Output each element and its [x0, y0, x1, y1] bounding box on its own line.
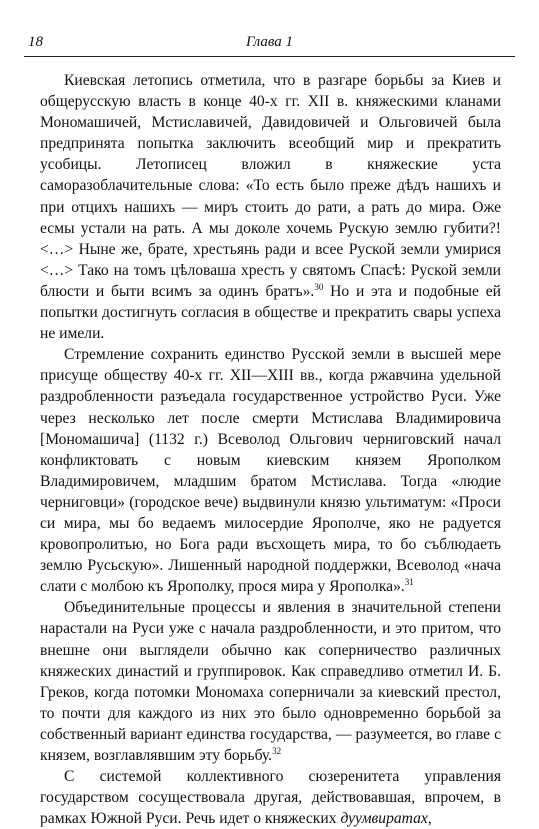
footnote-ref: 32: [272, 745, 282, 756]
paragraph-text: С системой коллективного сюзеренитета управления государством сосуществовала другая, действовавшая, впрочем, в рамках Южной Руси. Речь идет о княжеских: [40, 768, 501, 828]
running-header: [24, 34, 515, 57]
footnote-ref: 31: [404, 577, 414, 588]
paragraph-2: [40, 344, 501, 597]
paragraph-text: Объединительные процессы и явления в значительной степени нарастали на Руси уже с начала раздробленности, и это притом, что внешне они выглядели обычно как соперничество различных княжеских династий и группировок. Как справедливо отметил И. Б. Греков, когда потомки Мономаха соперничали за киевский престол, то почти для каждого из них это было одновременно борьбой за собственный вариант единства государства, — разумеется, во главе с князем, возглавлявшим эту борьбу.: [40, 599, 501, 764]
body-text: [40, 70, 501, 829]
paragraph-text: Стремление сохранить единство Русской земли в высшей мере присуще обществу 40-х гг. XII—XIII вв., когда ржавчина удельной раздробленности разъедала государственное устройство Руси. Уже через несколько лет после смерти Мстислава Владимировича [Мономашича] (1132 г.) Всеволод Ольгович черниговский начал конфликтовать с новым киевским князем Ярополком Владимировичем, младшим братом Мстислава. Тогда «людие черниговци» (городское вече) выдвинули князю ультиматум: «Проси си мира, мы бо ведаемъ милосердие Ярополче, яко не радуется кровопролитью, но Бога ради въсхощеть мира, то бо съблюдаеть землю Русьскую». Лишенный народной поддержки, Всеволод «нача слати с молбою къ Ярополку, прося мира у Ярополка».: [40, 346, 501, 596]
footnote-ref: 30: [314, 281, 324, 292]
chapter-title: Глава 1: [245, 34, 294, 50]
italic-term: дуумвиратах: [340, 810, 428, 828]
paragraph-1: [40, 70, 501, 344]
paragraph-4: [40, 766, 501, 829]
paragraph-tail: Но и эта и подобные ей попытки достигнуть согласия в обществе и прекратить свары успеха не имели.: [40, 282, 501, 343]
page-number: 18: [28, 34, 43, 50]
paragraph-text: Киевская летопись отметила, что в разгаре борьбы за Киев и общерусскую власть в конце 40-х гг. XII в. княжескими кланами Мономашичей, Мстиславичей, Давидовичей и Ольговичей была предпринята попытка заключить всеобщий мир и прекратить усобицы. Летописец вложил в княжеские уста саморазоблачительные слова: «То есть было преже дѣдъ нашихъ и при отцихъ нашихъ — миръ стоить до рати, а рать до мира. Оже есмы устали на рать. А мы доколе хочемь Рускую землю губити?! <…> Ныне же, брате, хрестьянь ради и всее Руской земли умирися <…> Тако на томъ цѣловаша хресть у святомъ Спасѣ: Руской земли блюсти и быти всимъ за одинъ братъ».: [40, 72, 501, 300]
paragraph-3: [40, 597, 501, 766]
paragraph-punctuation: ,: [427, 810, 432, 828]
